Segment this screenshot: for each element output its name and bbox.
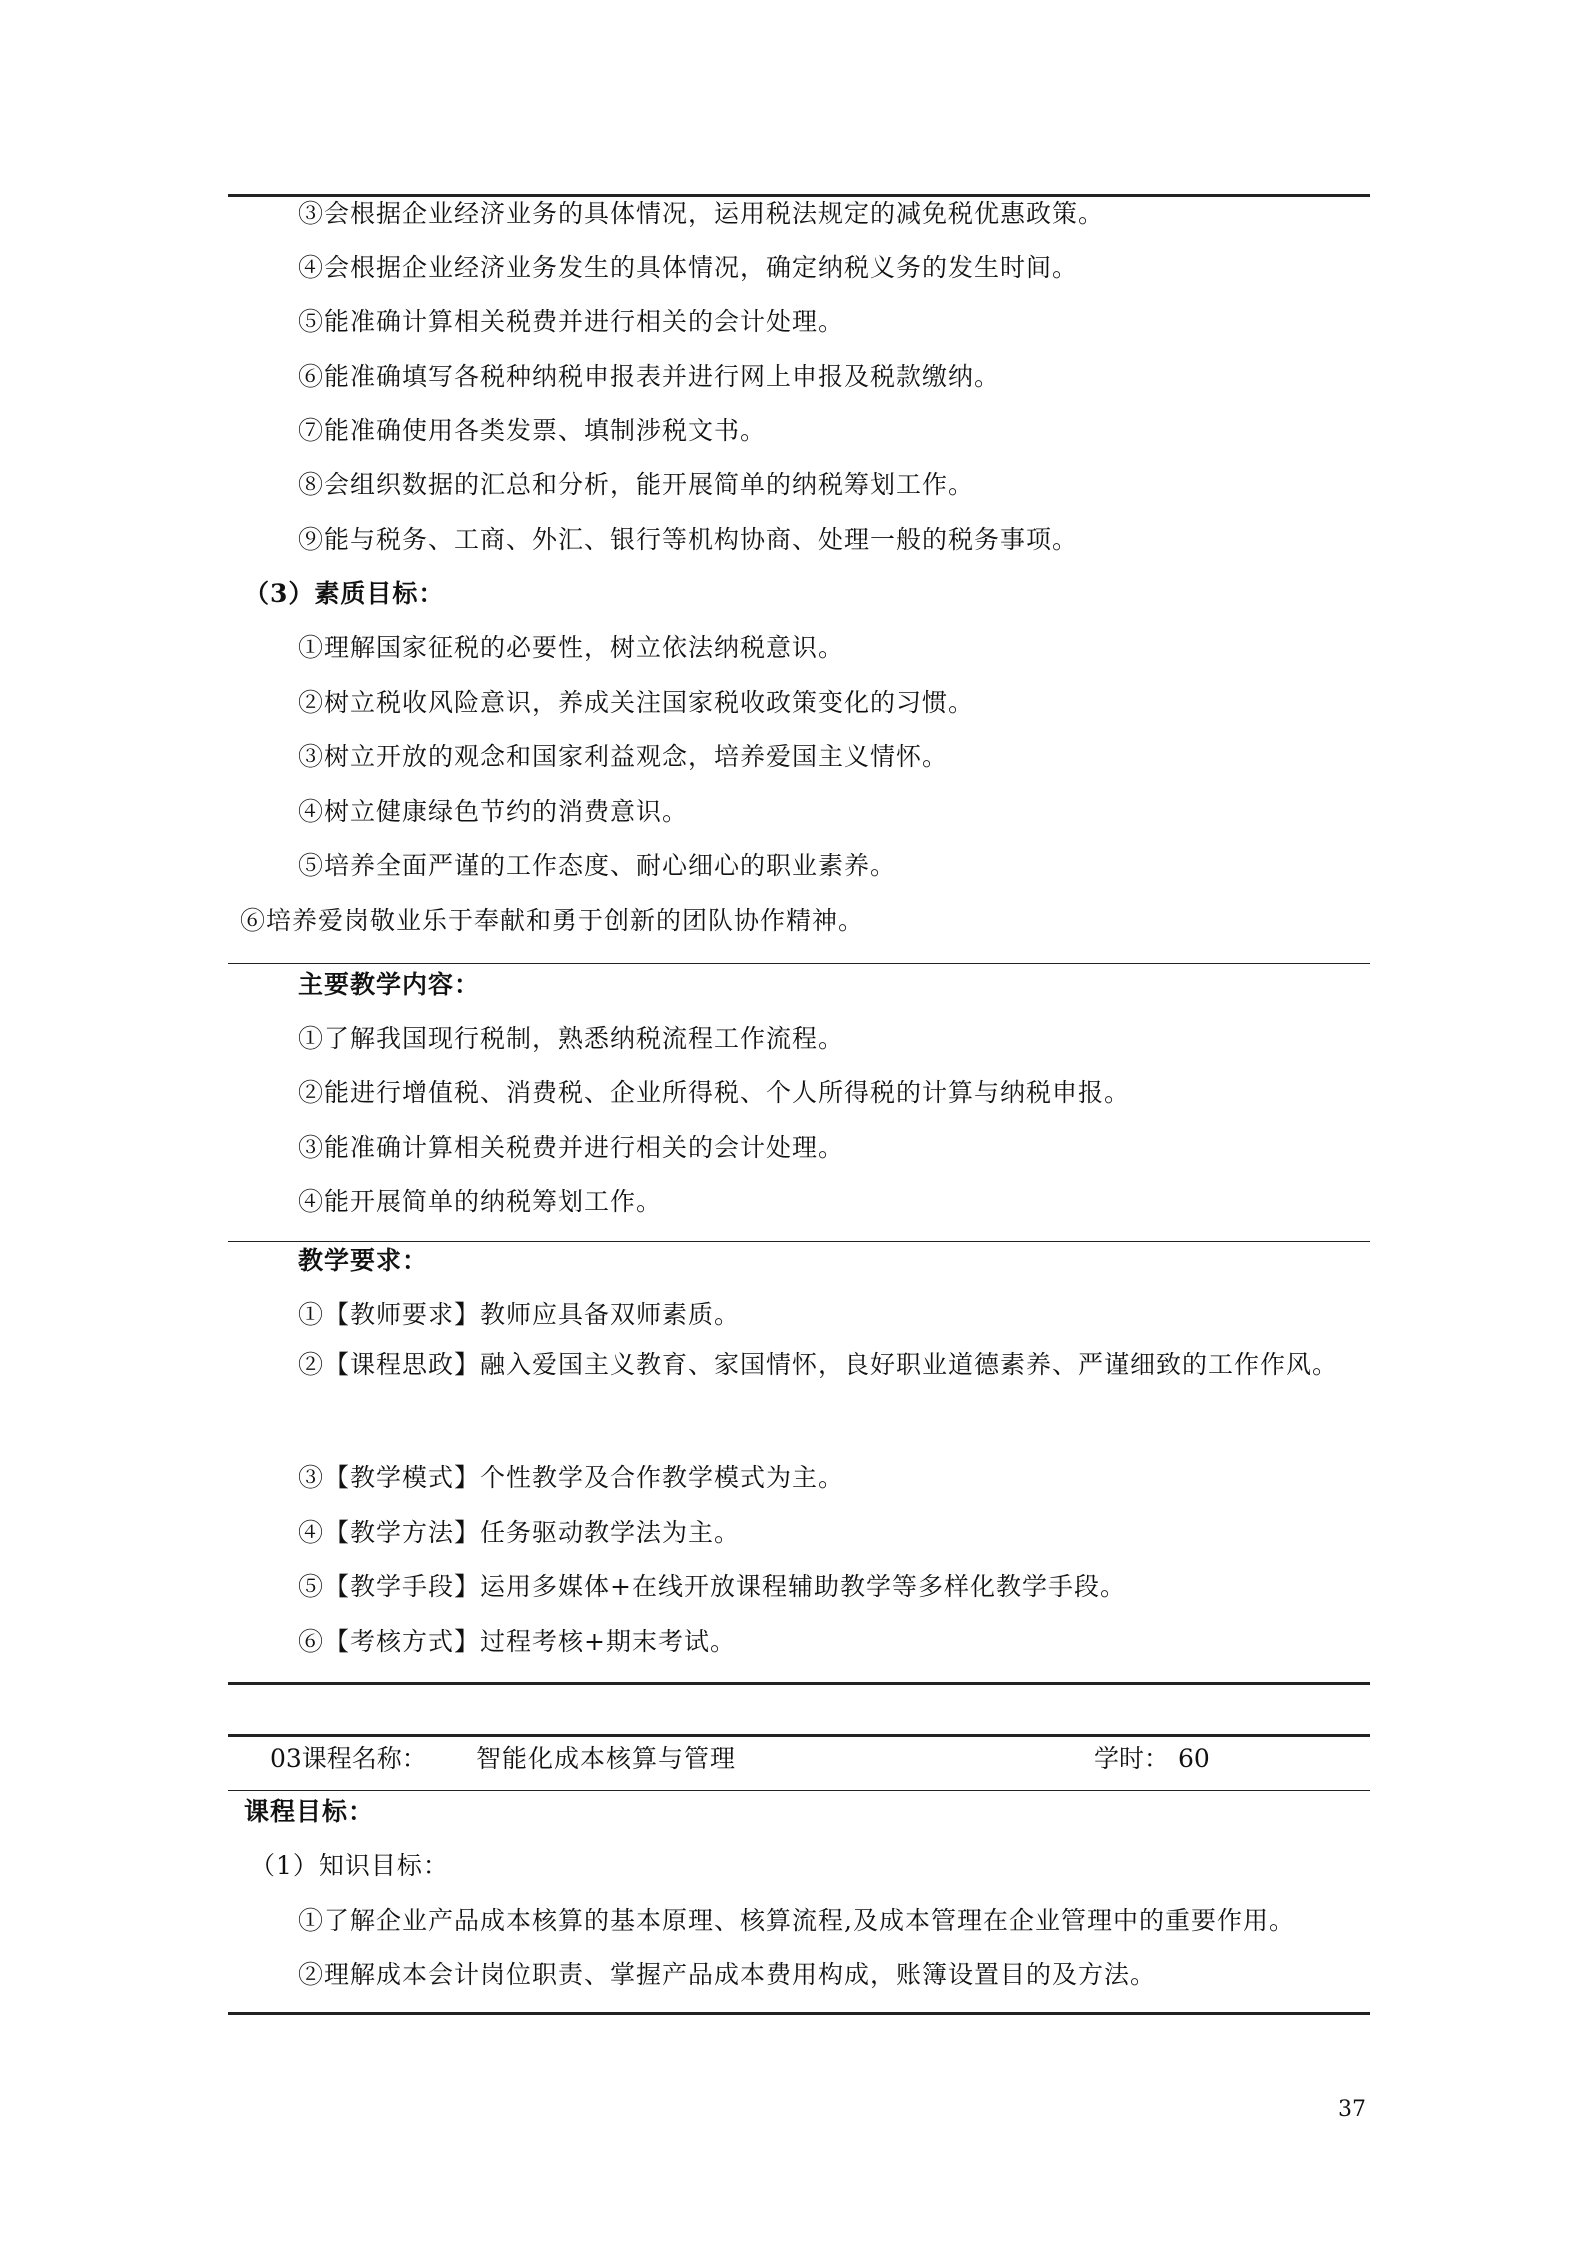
list-item: ⑧会组织数据的汇总和分析，能开展简单的纳税筹划工作。	[298, 470, 975, 499]
list-item: ④树立健康绿色节约的消费意识。	[298, 797, 689, 826]
list-item: ②能进行增值税、消费税、企业所得税、个人所得税的计算与纳税申报。	[298, 1078, 1131, 1107]
list-item: ⑤培养全面严谨的工作态度、耐心细心的职业素养。	[298, 851, 897, 880]
list-item: ④【教学方法】任务驱动教学法为主。	[298, 1518, 741, 1547]
table-bottom-rule	[228, 2012, 1370, 2015]
list-item: ⑤能准确计算相关税费并进行相关的会计处理。	[298, 307, 845, 336]
table-bottom-rule	[228, 1682, 1370, 1685]
section-heading-requirements: 教学要求：	[298, 1246, 429, 1275]
row-divider	[228, 963, 1370, 964]
course-name: 智能化成本核算与管理	[476, 1744, 737, 1773]
section-heading-content: 主要教学内容：	[298, 970, 481, 999]
list-item: ⑥能准确填写各税种纳税申报表并进行网上申报及税款缴纳。	[298, 362, 1001, 391]
page-number: 37	[1338, 2097, 1366, 2122]
list-item: ③【教学模式】个性教学及合作教学模式为主。	[298, 1463, 845, 1492]
list-item: ①【教师要求】教师应具备双师素质。	[298, 1300, 741, 1329]
course-label: 03课程名称：	[270, 1744, 427, 1773]
list-item: ①了解企业产品成本核算的基本原理、核算流程,及成本管理在企业管理中的重要作用。	[298, 1906, 1295, 1935]
hours-value: 60	[1178, 1744, 1210, 1773]
row-divider	[228, 1790, 1370, 1791]
list-item: ⑥【考核方式】过程考核+期末考试。	[298, 1627, 736, 1656]
list-item: ①理解国家征税的必要性，树立依法纳税意识。	[298, 633, 845, 662]
section-heading-quality: （3）素质目标：	[244, 579, 445, 608]
list-item: ⑦能准确使用各类发票、填制涉税文书。	[298, 416, 767, 445]
list-item: ④会根据企业经济业务发生的具体情况，确定纳税义务的发生时间。	[298, 253, 1079, 282]
list-item: ③能准确计算相关税费并进行相关的会计处理。	[298, 1133, 845, 1162]
table-top-rule	[228, 1734, 1370, 1737]
row-divider	[228, 1241, 1370, 1242]
list-item: ②理解成本会计岗位职责、掌握产品成本费用构成，账簿设置目的及方法。	[298, 1960, 1157, 1989]
list-item: ③会根据企业经济业务的具体情况，运用税法规定的减免税优惠政策。	[298, 199, 1105, 228]
list-item: ⑥培养爱岗敬业乐于奉献和勇于创新的团队协作精神。	[240, 906, 865, 935]
table-top-rule	[228, 194, 1370, 197]
list-item: ②树立税收风险意识，养成关注国家税收政策变化的习惯。	[298, 688, 975, 717]
list-item: ①了解我国现行税制，熟悉纳税流程工作流程。	[298, 1024, 845, 1053]
list-item-wrapped: ②【课程思政】融入爱国主义教育、家国情怀，良好职业道德素养、严谨细致的工作作风。	[298, 1350, 1339, 1379]
list-item: ⑨能与税务、工商、外汇、银行等机构协商、处理一般的税务事项。	[298, 525, 1079, 554]
list-item: ④能开展简单的纳税筹划工作。	[298, 1187, 663, 1216]
section-heading-goals: 课程目标：	[244, 1797, 375, 1826]
list-item: ③树立开放的观念和国家利益观念，培养爱国主义情怀。	[298, 742, 949, 771]
hours-label: 学时：	[1094, 1744, 1170, 1773]
section-heading-knowledge: （1）知识目标：	[250, 1851, 449, 1880]
list-item: ⑤【教学手段】运用多媒体+在线开放课程辅助教学等多样化教学手段。	[298, 1572, 1126, 1601]
